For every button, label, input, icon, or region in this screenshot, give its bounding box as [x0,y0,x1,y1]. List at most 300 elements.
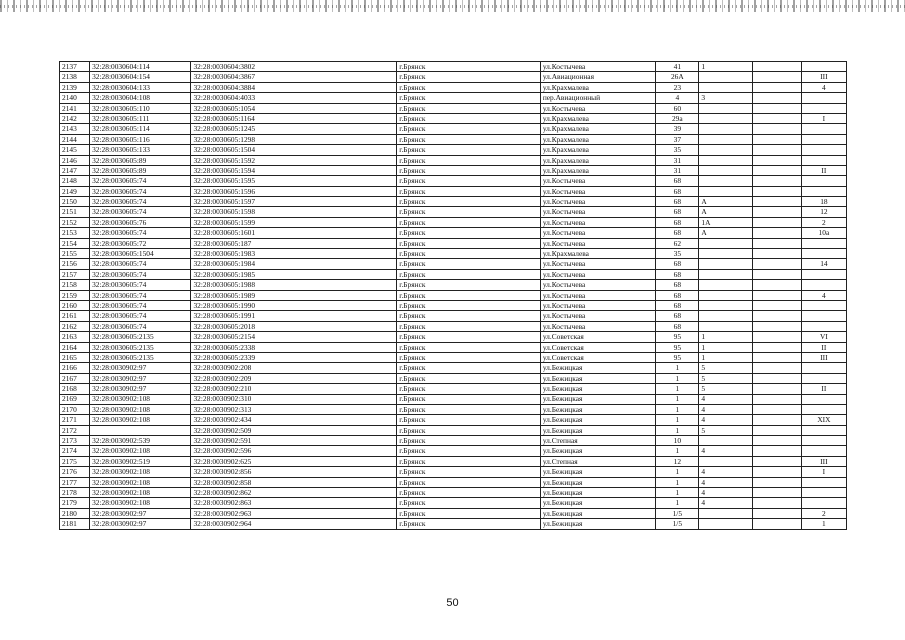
street-cell: ул.Костычева [540,290,655,300]
land-cadastral-number-cell: 32:28:0030902:108 [90,488,191,498]
object-cadastral-number-cell: 32:28:0030605:1988 [191,280,397,290]
street-cell: ул.Советская [540,352,655,362]
land-cadastral-number-cell: 32:28:0030902:97 [90,384,191,394]
land-cadastral-number-cell: 32:28:0030605:110 [90,103,191,113]
building-cell [699,508,752,518]
building-cell [699,311,752,321]
building-cell: 1 [699,352,752,362]
city-cell: г.Брянск [397,488,541,498]
land-cadastral-number-cell: 32:28:0030902:108 [90,446,191,456]
city-cell: г.Брянск [397,82,541,92]
object-cadastral-number-cell: 32:28:0030605:187 [191,238,397,248]
row-number-cell: 2163 [60,332,90,342]
street-cell: ул.Крахмалева [540,113,655,123]
house-number-cell: 10 [656,436,699,446]
building-cell [699,300,752,310]
building-cell [699,238,752,248]
street-cell: ул.Костычева [540,238,655,248]
land-cadastral-number-cell: 32:28:0030902:108 [90,467,191,477]
row-number-cell: 2173 [60,436,90,446]
building-cell [699,113,752,123]
object-cadastral-number-cell: 32:28:0030902:310 [191,394,397,404]
house-number-cell: 41 [656,62,699,72]
premises-cell [801,488,846,498]
row-number-cell: 2176 [60,467,90,477]
street-cell: ул.Советская [540,332,655,342]
street-cell: ул.Бежицкая [540,394,655,404]
premises-cell [801,238,846,248]
street-cell: ул.Крахмалева [540,249,655,259]
table-row [60,456,847,466]
row-number-cell: 2156 [60,259,90,269]
premises-cell [801,145,846,155]
building-cell [699,124,752,134]
house-number-cell: 1 [656,384,699,394]
letter-cell [752,321,801,331]
premises-cell [801,280,846,290]
letter-cell [752,477,801,487]
city-cell: г.Брянск [397,176,541,186]
row-number-cell: 2171 [60,415,90,425]
row-number-cell: 2159 [60,290,90,300]
land-cadastral-number-cell: 32:28:0030605:89 [90,155,191,165]
table-row [60,508,847,518]
street-cell: ул.Крахмалева [540,82,655,92]
city-cell: г.Брянск [397,269,541,279]
object-cadastral-number-cell: 32:28:0030605:1595 [191,176,397,186]
letter-cell [752,300,801,310]
building-cell: 4 [699,446,752,456]
premises-cell [801,186,846,196]
letter-cell [752,467,801,477]
street-cell: ул.Костычева [540,321,655,331]
street-cell: ул.Крахмалева [540,124,655,134]
letter-cell [752,280,801,290]
premises-cell: 14 [801,259,846,269]
street-cell: ул.Бежицкая [540,498,655,508]
table-row [60,332,847,342]
premises-cell: II [801,342,846,352]
letter-cell [752,269,801,279]
row-number-cell: 2141 [60,103,90,113]
land-cadastral-number-cell: 32:28:0030605:74 [90,228,191,238]
object-cadastral-number-cell: 32:28:0030605:1597 [191,197,397,207]
object-cadastral-number-cell: 32:28:0030604:4033 [191,93,397,103]
land-cadastral-number-cell: 32:28:0030605:114 [90,124,191,134]
object-cadastral-number-cell: 32:28:0030605:1596 [191,186,397,196]
building-cell: 5 [699,384,752,394]
street-cell: ул.Костычева [540,269,655,279]
row-number-cell: 2150 [60,197,90,207]
house-number-cell: 1 [656,477,699,487]
building-cell: 5 [699,363,752,373]
letter-cell [752,228,801,238]
row-number-cell: 2172 [60,425,90,435]
table-row [60,176,847,186]
building-cell: 4 [699,394,752,404]
city-cell: г.Брянск [397,508,541,518]
letter-cell [752,363,801,373]
house-number-cell: 4 [656,93,699,103]
premises-cell [801,436,846,446]
building-cell [699,155,752,165]
table-row [60,124,847,134]
letter-cell [752,415,801,425]
land-cadastral-number-cell: 32:28:0030902:97 [90,519,191,529]
table-row [60,249,847,259]
letter-cell [752,186,801,196]
letter-cell [752,82,801,92]
land-cadastral-number-cell: 32:28:0030605:74 [90,269,191,279]
premises-cell: 12 [801,207,846,217]
building-cell: 1 [699,62,752,72]
building-cell [699,436,752,446]
letter-cell [752,62,801,72]
row-number-cell: 2165 [60,352,90,362]
city-cell: г.Брянск [397,425,541,435]
table-row [60,300,847,310]
table-row [60,394,847,404]
house-number-cell: 68 [656,311,699,321]
table-row [60,384,847,394]
building-cell: 1 [699,342,752,352]
letter-cell [752,134,801,144]
object-cadastral-number-cell: 32:28:0030605:1504 [191,145,397,155]
house-number-cell: 68 [656,300,699,310]
letter-cell [752,456,801,466]
building-cell [699,259,752,269]
street-cell: ул.Крахмалева [540,145,655,155]
object-cadastral-number-cell: 32:28:0030605:1164 [191,113,397,123]
premises-cell [801,269,846,279]
premises-cell: I [801,113,846,123]
table-row [60,488,847,498]
city-cell: г.Брянск [397,404,541,414]
building-cell: А [699,207,752,217]
street-cell: ул.Бежицкая [540,404,655,414]
building-cell: 5 [699,373,752,383]
letter-cell [752,404,801,414]
row-number-cell: 2162 [60,321,90,331]
row-number-cell: 2164 [60,342,90,352]
city-cell: г.Брянск [397,62,541,72]
land-cadastral-number-cell: 32:28:0030605:89 [90,165,191,175]
building-cell [699,290,752,300]
object-cadastral-number-cell: 32:28:0030902:964 [191,519,397,529]
table-row [60,280,847,290]
building-cell [699,456,752,466]
table-row [60,467,847,477]
premises-cell [801,155,846,165]
city-cell: г.Брянск [397,145,541,155]
row-number-cell: 2170 [60,404,90,414]
premises-cell [801,425,846,435]
letter-cell [752,436,801,446]
land-cadastral-number-cell: 32:28:0030902:108 [90,498,191,508]
building-cell [699,186,752,196]
premises-cell: 1 [801,519,846,529]
premises-cell [801,311,846,321]
premises-cell [801,93,846,103]
row-number-cell: 2153 [60,228,90,238]
object-cadastral-number-cell: 32:28:0030605:1598 [191,207,397,217]
object-cadastral-number-cell: 32:28:0030605:2338 [191,342,397,352]
street-cell: ул.Бежицкая [540,415,655,425]
land-cadastral-number-cell: 32:28:0030605:2135 [90,332,191,342]
premises-cell: III [801,352,846,362]
table-row [60,155,847,165]
table-row [60,238,847,248]
city-cell: г.Брянск [397,436,541,446]
object-cadastral-number-cell: 32:28:0030902:210 [191,384,397,394]
building-cell: 4 [699,498,752,508]
house-number-cell: 1 [656,425,699,435]
letter-cell [752,103,801,113]
land-cadastral-number-cell: 32:28:0030902:539 [90,436,191,446]
object-cadastral-number-cell: 32:28:0030902:862 [191,488,397,498]
land-cadastral-number-cell: 32:28:0030604:108 [90,93,191,103]
house-number-cell: 1 [656,488,699,498]
letter-cell [752,124,801,134]
row-number-cell: 2143 [60,124,90,134]
letter-cell [752,394,801,404]
city-cell: г.Брянск [397,238,541,248]
building-cell: А [699,228,752,238]
building-cell: 4 [699,467,752,477]
building-cell [699,165,752,175]
object-cadastral-number-cell: 32:28:0030902:856 [191,467,397,477]
house-number-cell: 68 [656,228,699,238]
land-cadastral-number-cell: 32:28:0030902:97 [90,373,191,383]
city-cell: г.Брянск [397,217,541,227]
premises-cell: III [801,456,846,466]
row-number-cell: 2140 [60,93,90,103]
land-cadastral-number-cell: 32:28:0030902:97 [90,508,191,518]
land-cadastral-number-cell: 32:28:0030605:74 [90,186,191,196]
building-cell: А [699,197,752,207]
land-cadastral-number-cell: 32:28:0030605:74 [90,290,191,300]
letter-cell [752,217,801,227]
table-row [60,352,847,362]
object-cadastral-number-cell: 32:28:0030605:1592 [191,155,397,165]
row-number-cell: 2174 [60,446,90,456]
house-number-cell: 35 [656,249,699,259]
city-cell: г.Брянск [397,93,541,103]
land-cadastral-number-cell: 32:28:0030902:108 [90,415,191,425]
table-row [60,93,847,103]
premises-cell [801,176,846,186]
street-cell: ул.Бежицкая [540,508,655,518]
object-cadastral-number-cell: 32:28:0030605:2339 [191,352,397,362]
land-cadastral-number-cell: 32:28:0030605:74 [90,311,191,321]
premises-cell: 4 [801,290,846,300]
building-cell: 3 [699,93,752,103]
land-cadastral-number-cell: 32:28:0030605:2135 [90,352,191,362]
object-cadastral-number-cell: 32:28:0030605:1985 [191,269,397,279]
house-number-cell: 95 [656,342,699,352]
house-number-cell: 37 [656,134,699,144]
house-number-cell: 60 [656,103,699,113]
table-row [60,165,847,175]
city-cell: г.Брянск [397,113,541,123]
street-cell: ул.Бежицкая [540,363,655,373]
building-cell: 4 [699,488,752,498]
premises-cell: II [801,165,846,175]
row-number-cell: 2166 [60,363,90,373]
table-row [60,228,847,238]
row-number-cell: 2160 [60,300,90,310]
premises-cell [801,103,846,113]
house-number-cell: 68 [656,207,699,217]
building-cell [699,82,752,92]
house-number-cell: 95 [656,352,699,362]
table-row [60,290,847,300]
premises-cell: 18 [801,197,846,207]
street-cell: ул.Костычева [540,217,655,227]
city-cell: г.Брянск [397,207,541,217]
object-cadastral-number-cell: 32:28:0030605:2154 [191,332,397,342]
object-cadastral-number-cell: 32:28:0030902:434 [191,415,397,425]
letter-cell [752,93,801,103]
land-cadastral-number-cell: 32:28:0030902:108 [90,477,191,487]
row-number-cell: 2154 [60,238,90,248]
letter-cell [752,249,801,259]
premises-cell [801,446,846,456]
building-cell [699,72,752,82]
premises-cell: 2 [801,217,846,227]
house-number-cell: 68 [656,259,699,269]
city-cell: г.Брянск [397,363,541,373]
letter-cell [752,207,801,217]
table-row [60,321,847,331]
row-number-cell: 2179 [60,498,90,508]
street-cell: ул.Костычева [540,176,655,186]
table-row [60,82,847,92]
city-cell: г.Брянск [397,446,541,456]
building-cell: 1А [699,217,752,227]
registry-table-body [60,62,847,530]
street-cell: ул.Степная [540,456,655,466]
letter-cell [752,113,801,123]
object-cadastral-number-cell: 32:28:0030605:2018 [191,321,397,331]
land-cadastral-number-cell: 32:28:0030605:2135 [90,342,191,352]
city-cell: г.Брянск [397,300,541,310]
row-number-cell: 2151 [60,207,90,217]
object-cadastral-number-cell: 32:28:0030902:208 [191,363,397,373]
row-number-cell: 2157 [60,269,90,279]
land-cadastral-number-cell: 32:28:0030605:133 [90,145,191,155]
land-cadastral-number-cell: 32:28:0030605:72 [90,238,191,248]
city-cell: г.Брянск [397,259,541,269]
premises-cell: 2 [801,508,846,518]
street-cell: ул.Советская [540,342,655,352]
house-number-cell: 68 [656,197,699,207]
letter-cell [752,165,801,175]
premises-cell [801,404,846,414]
land-cadastral-number-cell: 32:28:0030902:108 [90,394,191,404]
row-number-cell: 2175 [60,456,90,466]
street-cell: ул.Крахмалева [540,165,655,175]
city-cell: г.Брянск [397,197,541,207]
row-number-cell: 2147 [60,165,90,175]
street-cell: ул.Крахмалева [540,134,655,144]
street-cell: ул.Костычева [540,197,655,207]
row-number-cell: 2178 [60,488,90,498]
city-cell: г.Брянск [397,311,541,321]
building-cell: 4 [699,415,752,425]
city-cell: г.Брянск [397,384,541,394]
row-number-cell: 2155 [60,249,90,259]
table-row [60,425,847,435]
letter-cell [752,72,801,82]
city-cell: г.Брянск [397,290,541,300]
object-cadastral-number-cell: 32:28:0030605:1245 [191,124,397,134]
letter-cell [752,373,801,383]
city-cell: г.Брянск [397,228,541,238]
city-cell: г.Брянск [397,352,541,362]
house-number-cell: 95 [656,332,699,342]
house-number-cell: 68 [656,269,699,279]
row-number-cell: 2148 [60,176,90,186]
building-cell [699,321,752,331]
object-cadastral-number-cell: 32:28:0030902:313 [191,404,397,414]
house-number-cell: 1/5 [656,508,699,518]
city-cell: г.Брянск [397,498,541,508]
object-cadastral-number-cell: 32:28:0030902:858 [191,477,397,487]
table-row [60,186,847,196]
object-cadastral-number-cell: 32:28:0030605:1298 [191,134,397,144]
letter-cell [752,488,801,498]
row-number-cell: 2144 [60,134,90,144]
letter-cell [752,352,801,362]
object-cadastral-number-cell: 32:28:0030605:1991 [191,311,397,321]
house-number-cell: 35 [656,145,699,155]
street-cell: ул.Костычева [540,207,655,217]
row-number-cell: 2158 [60,280,90,290]
object-cadastral-number-cell: 32:28:0030902:591 [191,436,397,446]
street-cell: ул.Костычева [540,103,655,113]
land-cadastral-number-cell: 32:28:0030605:74 [90,176,191,186]
house-number-cell: 12 [656,456,699,466]
table-row [60,404,847,414]
street-cell: ул.Бежицкая [540,425,655,435]
city-cell: г.Брянск [397,342,541,352]
premises-cell [801,321,846,331]
city-cell: г.Брянск [397,415,541,425]
city-cell: г.Брянск [397,280,541,290]
land-cadastral-number-cell: 32:28:0030604:114 [90,62,191,72]
land-cadastral-number-cell: 32:28:0030605:1504 [90,249,191,259]
letter-cell [752,238,801,248]
house-number-cell: 39 [656,124,699,134]
city-cell: г.Брянск [397,155,541,165]
object-cadastral-number-cell: 32:28:0030902:509 [191,425,397,435]
building-cell: 1 [699,332,752,342]
row-number-cell: 2149 [60,186,90,196]
row-number-cell: 2137 [60,62,90,72]
land-cadastral-number-cell: 32:28:0030902:97 [90,363,191,373]
table-row [60,103,847,113]
letter-cell [752,155,801,165]
premises-cell [801,394,846,404]
street-cell: ул.Бежицкая [540,467,655,477]
land-cadastral-number-cell: 32:28:0030605:116 [90,134,191,144]
table-row [60,477,847,487]
letter-cell [752,384,801,394]
street-cell: ул.Бежицкая [540,519,655,529]
premises-cell [801,477,846,487]
letter-cell [752,290,801,300]
